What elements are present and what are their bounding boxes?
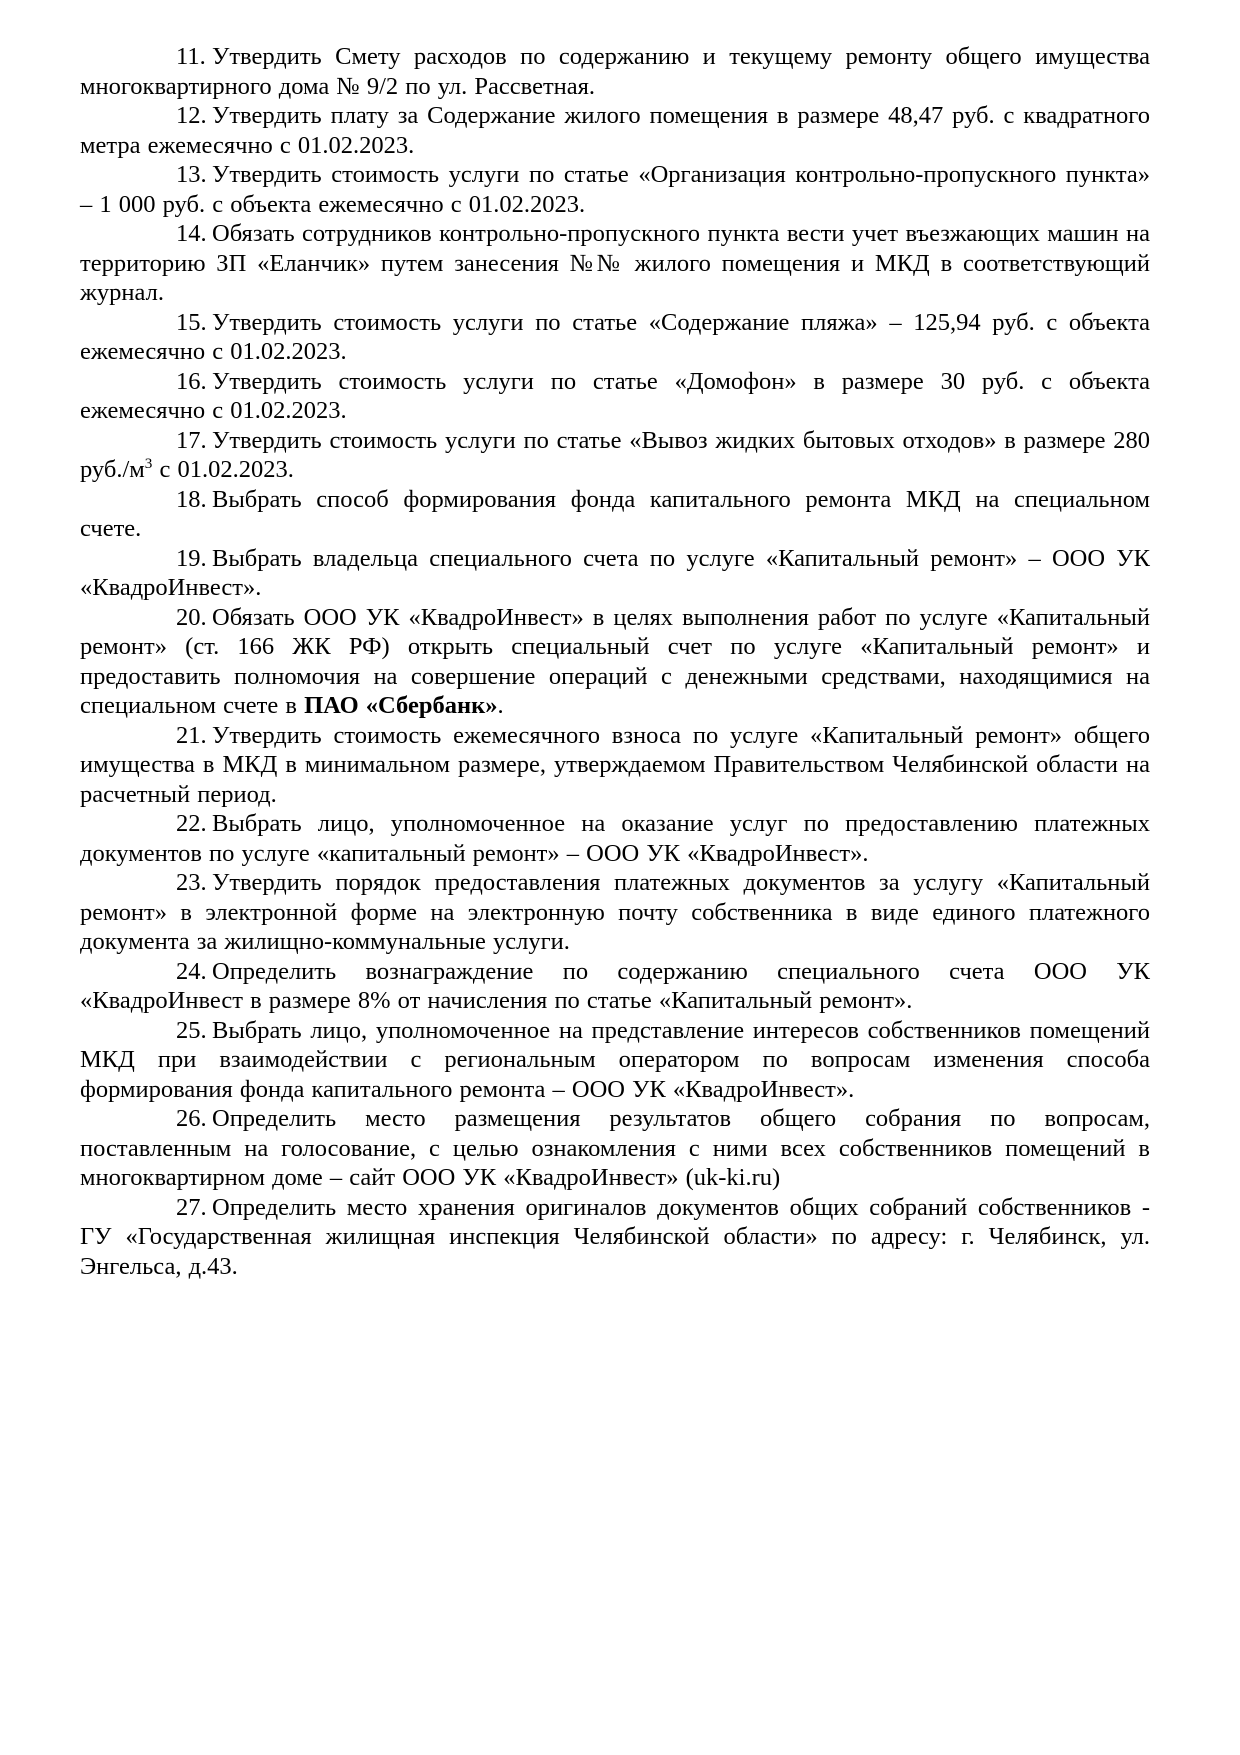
paragraph-16 — [80, 367, 1150, 426]
paragraph-text: Выбрать лицо, уполномоченное на представление интересов собственников помещений МКД при взаимодействии с региональным оператором по вопросам изменения способа формирования фонда капитального ремонта – ООО УК «КвадроИнвест». — [80, 1016, 1150, 1103]
paragraph-text: Утвердить стоимость услуги по статье «Организация контрольно-пропускного пункта» – 1 000 руб. с объекта ежемесячно с 01.02.2023. — [80, 161, 1150, 218]
paragraph-25 — [80, 1016, 1150, 1105]
paragraph-number: 25. — [176, 1016, 207, 1044]
paragraph-number: 21. — [176, 721, 207, 749]
paragraph-text: Определить место размещения результатов общего собрания по вопросам, поставленным на голосование, с целью ознакомления с ними всех собственников помещений в многоквартирном доме – сайт ООО УК «КвадроИнвест» (uk-ki.ru) — [80, 1105, 1150, 1191]
paragraph-text-bold: ПАО «Сбербанк» — [304, 692, 498, 719]
paragraph-26 — [80, 1104, 1150, 1193]
paragraph-text: Выбрать владельца специального счета по услуге «Капитальный ремонт» – ООО УК «КвадроИнвест». — [80, 544, 1150, 601]
paragraph-number: 12. — [176, 102, 207, 129]
paragraph-text-superscript: 3 — [144, 454, 153, 472]
paragraph-number: 17. — [176, 426, 207, 454]
paragraph-text: Определить место хранения оригиналов документов общих собраний собственников - ГУ «Государственная жилищная инспекция Челябинской области» по адресу: г. Челябинск, ул. Энгельса, д.43. — [80, 1193, 1150, 1280]
paragraph-23 — [80, 868, 1150, 957]
paragraph-text: Утвердить Смету расходов по содержанию и текущему ремонту общего имущества многоквартирного дома № 9/2 по ул. Рассветная. — [80, 43, 1150, 100]
paragraph-number: 26. — [176, 1105, 207, 1132]
paragraph-24 — [80, 957, 1150, 1016]
paragraph-text: Утвердить стоимость ежемесячного взноса по услуге «Капитальный ремонт» общего имущества в МКД в минимальном размере, утверждаемом Правительством Челябинской области на расчетный период. — [80, 721, 1150, 808]
paragraph-13 — [80, 160, 1150, 219]
paragraph-text: . — [497, 692, 504, 719]
paragraph-12 — [80, 101, 1150, 160]
paragraph-text: с 01.02.2023. — [152, 456, 294, 483]
paragraph-number: 19. — [176, 544, 207, 572]
paragraph-27 — [80, 1193, 1150, 1282]
paragraph-17 — [80, 426, 1150, 485]
paragraph-text: Утвердить стоимость услуги по статье «Домофон» в размере 30 руб. с объекта ежемесячно с 01.02.2023. — [80, 367, 1150, 424]
paragraph-number: 23. — [176, 869, 207, 896]
paragraph-19 — [80, 544, 1150, 603]
paragraph-text: Выбрать способ формирования фонда капитального ремонта МКД на специальном счете. — [80, 485, 1150, 542]
paragraph-number: 15. — [176, 308, 207, 336]
paragraph-text: Обязать ООО УК «КвадроИнвест» в целях выполнения работ по услуге «Капитальный ремонт» (ст. 166 ЖК РФ) открыть специальный счет по услуге «Капитальный ремонт» и предоставить полномочия на совершение операций с денежными средствами, находящимися на специальном счете в — [80, 603, 1150, 719]
paragraph-text: Определить вознаграждение по содержанию специального счета ООО УК «КвадроИнвест в размере 8% от начисления по статье «Капитальный ремонт». — [80, 957, 1150, 1014]
paragraph-number: 13. — [176, 161, 207, 188]
paragraph-text: Утвердить порядок предоставления платежных документов за услугу «Капитальный ремонт» в электронной форме на электронную почту собственника в виде единого платежного документа за жилищно-коммунальные услуги. — [80, 869, 1150, 955]
paragraph-14 — [80, 219, 1150, 308]
paragraph-22 — [80, 809, 1150, 868]
paragraph-11 — [80, 42, 1150, 101]
paragraph-text: Выбрать лицо, уполномоченное на оказание услуг по предоставлению платежных документов по услуге «капитальный ремонт» – ООО УК «КвадроИнвест». — [80, 810, 1150, 867]
paragraph-21 — [80, 721, 1150, 810]
paragraph-number: 22. — [176, 810, 207, 837]
paragraph-number: 18. — [176, 485, 207, 513]
paragraph-number: 14. — [176, 220, 207, 247]
paragraph-number: 27. — [176, 1193, 207, 1221]
paragraph-number: 24. — [176, 957, 207, 985]
paragraph-18 — [80, 485, 1150, 544]
paragraph-text: Обязать сотрудников контрольно-пропускного пункта вести учет въезжающих машин на территорию ЗП «Еланчик» путем занесения №№ жилого помещения и МКД в соответствующий журнал. — [80, 220, 1150, 306]
paragraph-text: Утвердить плату за Содержание жилого помещения в размере 48,47 руб. с квадратного метра ежемесячно с 01.02.2023. — [80, 102, 1150, 159]
paragraph-number: 11. — [176, 43, 206, 70]
paragraph-text: Утвердить стоимость услуги по статье «Содержание пляжа» – 125,94 руб. с объекта ежемесячно с 01.02.2023. — [80, 308, 1150, 365]
paragraph-15 — [80, 308, 1150, 367]
paragraph-number: 20. — [176, 603, 207, 631]
paragraph-number: 16. — [176, 367, 207, 395]
document-body — [80, 42, 1150, 1281]
paragraph-20 — [80, 603, 1150, 721]
paragraph-text: Утвердить стоимость услуги по статье «Вывоз жидких бытовых отходов» в размере 280 руб./м — [80, 426, 1150, 483]
